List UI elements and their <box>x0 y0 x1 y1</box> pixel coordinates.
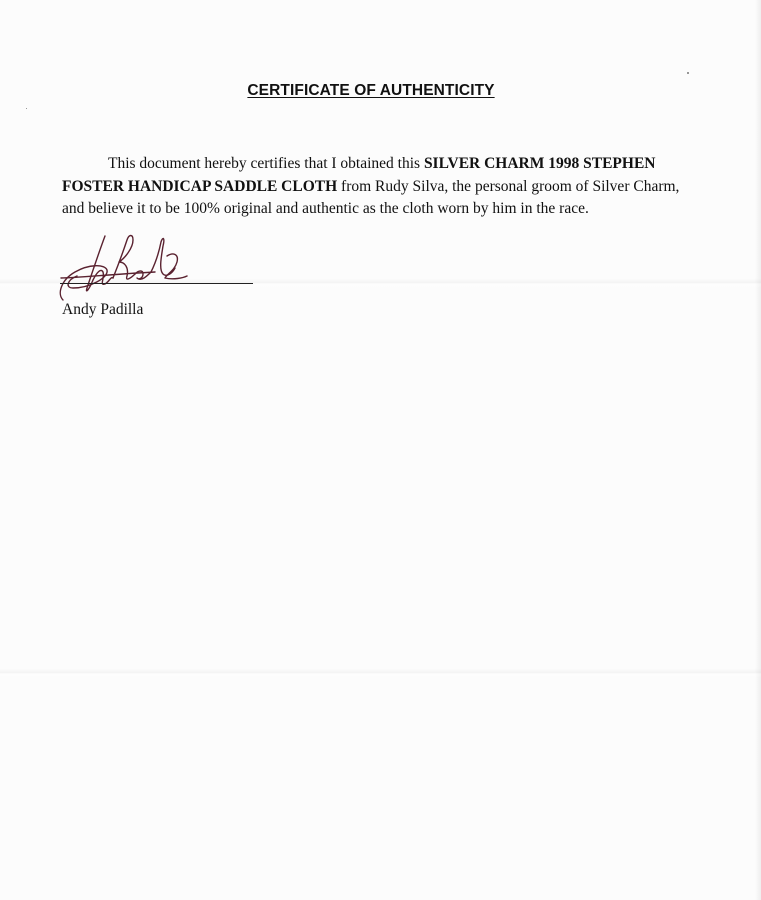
signature-image <box>55 228 190 303</box>
signer-name: Andy Padilla <box>62 301 144 318</box>
certificate-body <box>62 153 702 221</box>
paper-speck <box>687 72 689 74</box>
body-intro: This document hereby certifies that I obtained this <box>108 155 424 172</box>
certificate-title: CERTIFICATE OF AUTHENTICITY <box>247 82 495 99</box>
paper-edge-shadow <box>755 0 761 900</box>
paper-fold <box>0 668 761 678</box>
body-rest: from Rudy Silva, the personal groom of Silver Charm, and believe it to be 100% original and authentic as the cloth worn by him in the race. <box>62 177 680 217</box>
signature-line <box>60 283 253 284</box>
body-item-name: SILVER CHARM 1998 STEPHEN FOSTER HANDICAP SADDLE CLOTH <box>62 155 656 195</box>
paper-speck <box>26 108 27 109</box>
